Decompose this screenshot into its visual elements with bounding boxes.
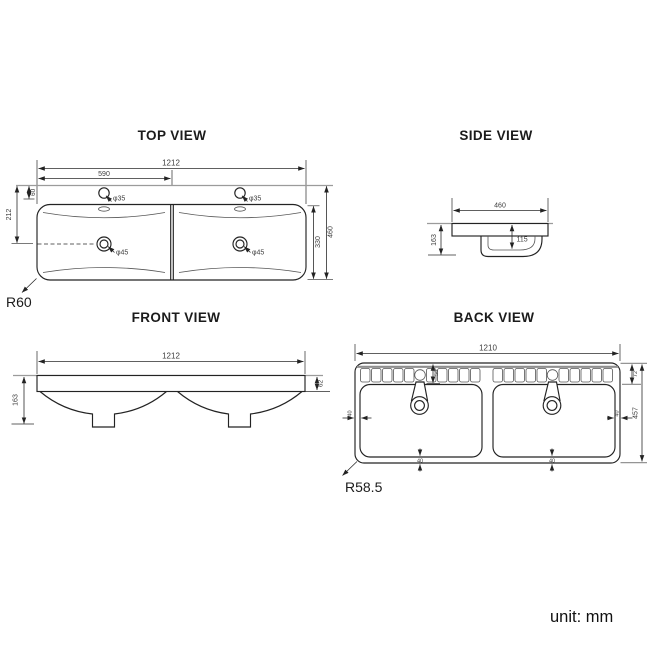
dim-depth: 460 [494, 202, 506, 210]
back-body-outline [355, 363, 620, 463]
unit-label: unit: mm [550, 608, 614, 626]
side-view [427, 128, 553, 257]
dim-side-gap-right: 40 [614, 410, 621, 417]
dim-overall-width: 1212 [162, 351, 180, 361]
label-corner-radius: R58.5 [345, 479, 383, 495]
dim-bottom-gap-left: 40 [416, 458, 424, 465]
label-corner-radius: R60 [6, 294, 32, 310]
bowl-outer-profile [481, 236, 542, 257]
leader-faucet-left [106, 196, 112, 202]
bowl-right-outline [178, 392, 303, 428]
dim-overall-width: 1210 [479, 343, 497, 353]
dim-overall-depth: 460 [327, 226, 335, 238]
dim-overall-depth: 457 [632, 407, 640, 419]
bowl-left-outline [40, 392, 167, 428]
dim-basin-depth: 330 [314, 236, 322, 248]
dim-basin-offset: 590 [98, 171, 110, 178]
faucet-hole-right [235, 188, 245, 198]
label-drain-left: φ45 [116, 249, 129, 257]
back-view-title: BACK VIEW [453, 310, 535, 325]
dim-height: 163 [12, 394, 20, 406]
dim-deck-thickness: 62 [317, 379, 325, 388]
front-view [12, 310, 331, 427]
leader-corner-radius [343, 462, 358, 476]
back-view [343, 310, 648, 495]
leader-faucet-right [242, 196, 248, 202]
label-faucet-right: φ35 [249, 195, 262, 203]
dim-back-ledge: 60 [29, 188, 37, 197]
deck-section [452, 224, 548, 237]
dim-ledge-drop: 72 [632, 370, 639, 378]
label-drain-right: φ45 [252, 249, 265, 257]
top-view [6, 128, 335, 310]
dim-height: 163 [431, 234, 438, 246]
bowl-inner-profile [488, 236, 535, 250]
dim-overall-width: 1212 [162, 158, 180, 168]
front-view-title: FRONT VIEW [131, 310, 221, 325]
dim-side-gap-left: 40 [347, 410, 354, 417]
top-view-title: TOP VIEW [137, 128, 207, 143]
leader-corner-radius [22, 279, 37, 293]
dim-faucet-drop: 58 [433, 369, 440, 376]
dim-drain-offset: 212 [6, 208, 14, 221]
deck-front [37, 376, 305, 392]
label-faucet-left: φ35 [113, 195, 126, 203]
dim-bottom-gap-right: 40 [548, 458, 556, 465]
dim-bowl-depth: 115 [516, 236, 528, 244]
faucet-hole-left [99, 188, 109, 198]
side-view-title: SIDE VIEW [459, 128, 533, 143]
